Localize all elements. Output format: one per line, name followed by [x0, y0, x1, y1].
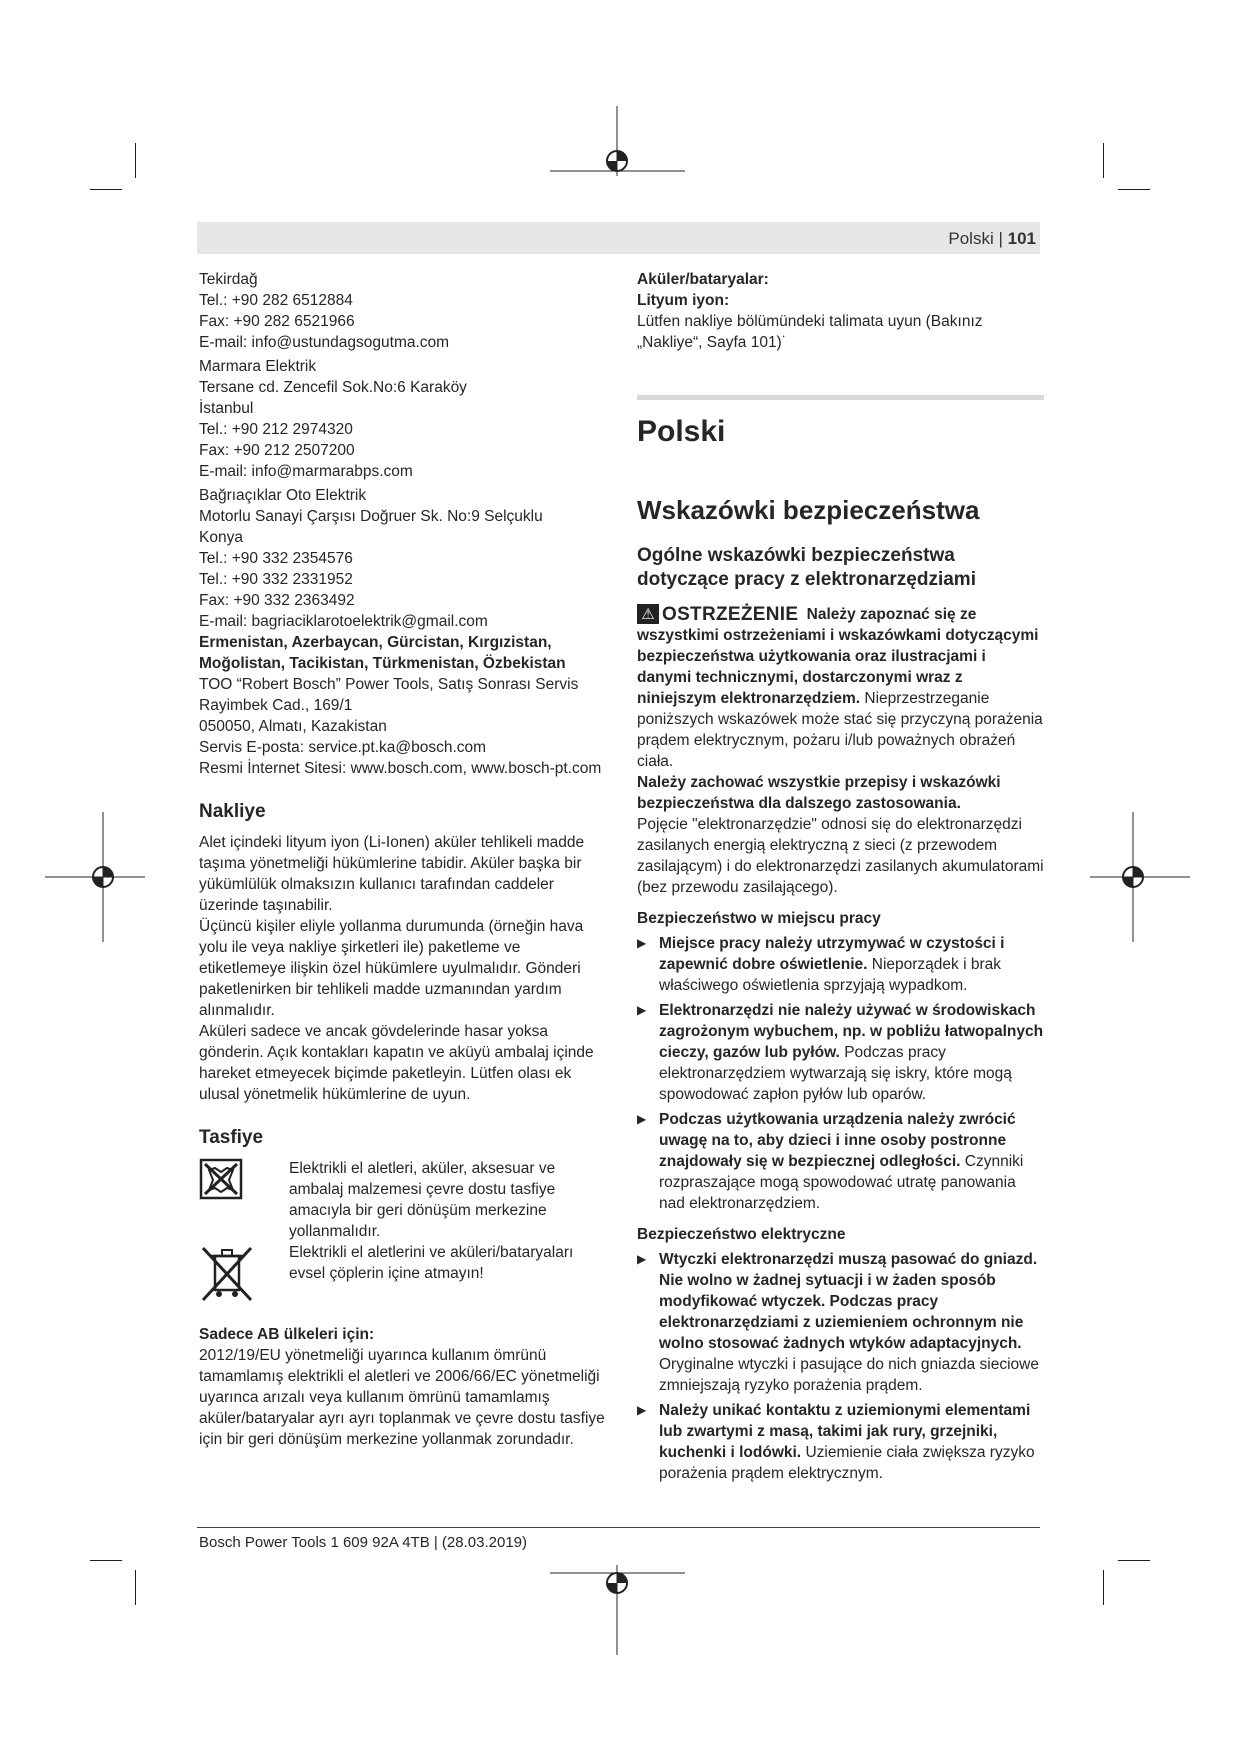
address-line: Rayimbek Cad., 169/1 [199, 697, 353, 714]
countries-heading: Ermenistan, Azerbaycan, Gürcistan, Kırgızistan, Moğolistan, Tacikistan, Türkmenistan, Özbekistan [199, 634, 566, 672]
address-block-1 [199, 269, 609, 353]
section-divider [637, 395, 1044, 400]
address-line: Fax: +90 332 2363492 [199, 592, 355, 609]
bullet-text: Czynniki rozpraszające mogą spowodować utratę panowania nad elektronarzędziem. [659, 1153, 1024, 1212]
electrical-heading: Bezpieczeństwo elektryczne [637, 1226, 846, 1243]
registration-mark-icon [1090, 812, 1190, 942]
bullet-text: Podczas pracy elektronarzędziem wytwarzają się iskry, które mogą spowodować zapłon pyłów lub oparów. [659, 1044, 1012, 1103]
header-section: Polski [948, 229, 994, 248]
term-definition: Pojęcie "elektronarzędzie" odnosi się do elektronarzędzi zasilanych energią elektryczną z sieci (z przewodem zasilającym) i do elektronarzędzi zasilanych akumulatorami (bez przewodu zasilającego). [637, 816, 1044, 896]
address-line: TOO “Robert Bosch” Power Tools, Satış Sonrası Servis [199, 676, 579, 693]
registration-mark-icon [550, 1565, 685, 1655]
address-line: E-mail: info@ustundagsogutma.com [199, 334, 450, 351]
page-number: 101 [1007, 229, 1036, 248]
safety-title: Wskazówki bezpieczeństwa [637, 495, 980, 525]
eu-heading: Sadece AB ülkeleri için: [199, 1326, 375, 1343]
list-item [637, 1000, 1044, 1105]
list-item [637, 933, 1044, 996]
nakliye-paragraph: Üçüncü kişiler eliyle yollanma durumunda (örneğin hava yolu ile veya nakliye şirketleri ile) paketleme ve etiketlemeye ilişkin özel hükümlere uyulmalıdır. Gönderi paketlenirken bir tehlikeli madde uzmanından yardım alınmalıdır. [199, 918, 584, 1019]
page-header: Polski | 101 [948, 229, 1036, 248]
address-block-2 [199, 356, 609, 482]
list-item [637, 1400, 1044, 1484]
bullet-arrow-icon: ▶ [637, 1252, 647, 1266]
bullet-bold-text: Miejsce pracy należy utrzymywać w czystości i zapewnić dobre oświetlenie. [659, 935, 1005, 973]
left-column [199, 269, 609, 1450]
no-household-waste-icon [199, 1158, 243, 1200]
address-line: Tekirdağ [199, 271, 258, 288]
disposal-block [199, 1158, 609, 1310]
lityum-heading: Lityum iyon: [637, 292, 730, 309]
address-line: Resmi İnternet Sitesi: www.bosch.com, www.bosch-pt.com [199, 760, 602, 777]
registration-mark-icon [45, 812, 145, 942]
address-line: Fax: +90 282 6521966 [199, 313, 355, 330]
right-column [637, 269, 1044, 1488]
address-line: Servis E-posta: service.pt.ka@bosch.com [199, 739, 487, 756]
address-line: E-mail: info@marmarabps.com [199, 463, 413, 480]
address-line: 050050, Almatı, Kazakistan [199, 718, 387, 735]
address-line: Konya [199, 529, 243, 546]
address-line: Tel.: +90 332 2354576 [199, 550, 353, 567]
warning-text: Nieprzestrzeganie poniższych wskazówek może stać się przyczyną porażenia prądem elektrycznym, pożaru i/lub poważnych obrażeń ciała. [637, 690, 1043, 770]
list-item [637, 1249, 1044, 1396]
keep-instructions: Należy zachować wszystkie przepisy i wskazówki bezpieczeństwa dla dalszego zastosowania. [637, 774, 1001, 812]
address-line: Fax: +90 212 2507200 [199, 442, 355, 459]
nakliye-paragraph: Alet içindeki lityum iyon (Li-Ionen) aküler tehlikeli madde taşıma yönetmeliği hükümlerine tabidir. Aküler başka bir yükümlülük olmaksızın kullanıcı tarafından caddeler üzerinde taşınabilir. [199, 834, 585, 914]
bullet-bold-text: Należy unikać kontaktu z uziemionymi elementami lub zwartymi z masą, takimi jak rury, grzejniki, kuchenki i lodówki. [659, 1402, 1031, 1461]
crossed-bin-icon [199, 1244, 255, 1304]
list-item [637, 1109, 1044, 1214]
address-line: Tel.: +90 282 6512884 [199, 292, 353, 309]
tasfiye-heading: Tasfiye [199, 1127, 264, 1148]
registration-mark-icon [550, 106, 685, 196]
bullet-text: Nieporządek i brak właściwego oświetlenia sprzyjają wypadkom. [659, 956, 1001, 994]
warning-paragraph [637, 604, 1044, 772]
tasfiye-paragraph: Elektrikli el aletlerini ve aküleri/bataryaları evsel çöplerin içine atmayın! [289, 1244, 574, 1282]
warning-label: OSTRZEŻENIE [662, 604, 799, 625]
footer-text: Bosch Power Tools 1 609 92A 4TB | (28.03.2019) [199, 1534, 527, 1551]
warning-triangle-icon: ⚠ [637, 604, 659, 624]
address-line: E-mail: bagriaciklarotoelektrik@gmail.com [199, 613, 488, 630]
bullet-bold-text: Wtyczki elektronarzędzi muszą pasować do gniazd. Nie wolno w żadnej sytuacji i w żaden sposób modyfikować wtyczek. Podczas pracy elektronarzędziami z uziemieniem ochronnym nie wolno stosować żadnych wtyków adaptacyjnych. [659, 1251, 1038, 1352]
bullet-arrow-icon: ▶ [637, 1403, 647, 1417]
address-line: Bağrıaçıklar Oto Elektrik [199, 487, 367, 504]
nakliye-paragraph: Aküleri sadece ve ancak gövdelerinde hasar yoksa gönderin. Açık kontakları kapatın ve aküyü ambalaj içinde hareket etmeyecek biçimde paketleyin. Lütfen olası ek ulusal yönetmelik hükümlerine de uyun. [199, 1023, 594, 1103]
bullet-arrow-icon: ▶ [637, 1003, 647, 1017]
address-line: Tersane cd. Zencefil Sok.No:6 Karaköy [199, 379, 467, 396]
address-line: Motorlu Sanayi Çarşısı Doğruer Sk. No:9 Selçuklu [199, 508, 543, 525]
address-line: Marmara Elektrik [199, 358, 317, 375]
address-line: İstanbul [199, 400, 254, 417]
warning-bold-text: Należy zapoznać się ze wszystkimi ostrzeżeniami i wskazówkami dotyczącymi bezpieczeństwa użytkowania oraz ilustracjami i danymi technicznymi, dostarczonymi wraz z niniejszym elektronarzędziem. [637, 606, 1039, 707]
general-safety-heading: Ogólne wskazówki bezpieczeństwa dotyczące pracy z elektronarzędziami [637, 545, 976, 590]
bullet-bold-text: Elektronarzędzi nie należy używać w środowiskach zagrożonym wybuchem, np. w pobliżu łatwopalnych cieczy, gazów lub pyłów. [659, 1002, 1044, 1061]
address-block-4 [199, 674, 609, 779]
footer-rule [197, 1527, 1040, 1528]
akuler-heading: Aküler/bataryalar: [637, 271, 769, 288]
workplace-heading: Bezpieczeństwo w miejscu pracy [637, 910, 881, 927]
address-block-3 [199, 485, 609, 632]
address-line: Tel.: +90 332 2331952 [199, 571, 353, 588]
language-title: Polski [637, 415, 726, 448]
eu-paragraph: 2012/19/EU yönetmeliği uyarınca kullanım ömrünü tamamlamış elektrikli el aletleri ve 2006/66/EC yönetmeliği uyarınca arızalı veya kullanım ömrünü tamamlamış aküler/bataryalar ayrı ayrı toplanmak ve çevre dostu tasfiye için bir geri dönüşüm merkezine yollanmak zorundadır. [199, 1347, 605, 1448]
bullet-arrow-icon: ▶ [637, 936, 647, 950]
header-bar [197, 222, 1040, 254]
bullet-text: Oryginalne wtyczki i pasujące do nich gniazda sieciowe zmniejszają ryzyko porażenia prądem. [659, 1356, 1039, 1394]
lityum-paragraph: Lütfen nakliye bölümündeki talimata uyun (Bakınız „Nakliye“, Sayfa 101)˙ [637, 313, 983, 351]
nakliye-heading: Nakliye [199, 801, 266, 822]
address-line: Tel.: +90 212 2974320 [199, 421, 353, 438]
bullet-bold-text: Podczas użytkowania urządzenia należy zwrócić uwagę na to, aby dzieci i inne osoby postronne znajdowały się w bezpiecznej odległości. [659, 1111, 1016, 1170]
bullet-arrow-icon: ▶ [637, 1112, 647, 1126]
bullet-text: Uziemienie ciała zwiększa ryzyko porażenia prądem elektrycznym. [659, 1444, 1035, 1482]
tasfiye-paragraph: Elektrikli el aletleri, aküler, aksesuar ve ambalaj malzemesi çevre dostu tasfiye amacıyla bir geri dönüşüm merkezine yollanmalıdır. [289, 1160, 556, 1240]
